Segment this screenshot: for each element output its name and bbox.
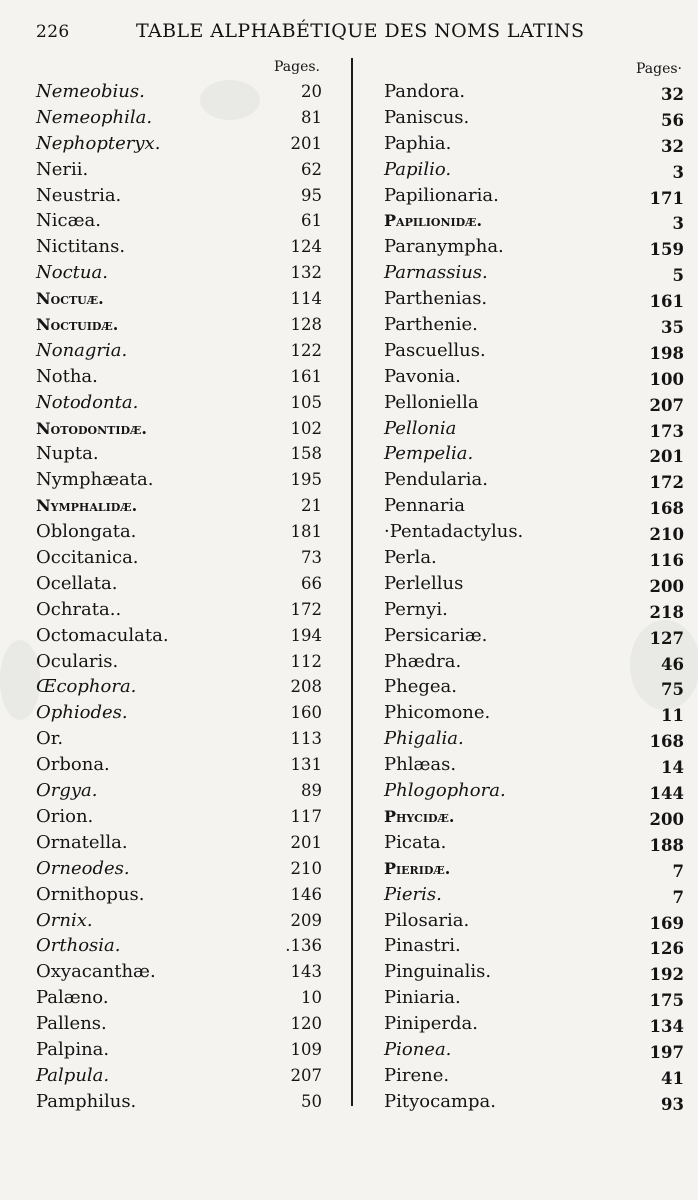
entry-name: Pityocampa. [384,1090,496,1112]
entry-name: Pieris. [384,883,442,905]
entry-page: 132 [290,263,322,283]
index-entry [384,959,684,985]
entry-name: Paniscus. [384,106,470,128]
entry-page: 11 [661,706,684,726]
index-entry [384,726,684,752]
pages-heading [36,57,322,79]
entry-page: 114 [290,289,322,309]
index-entry [384,364,684,390]
entry-name: Notodonta. [36,391,139,413]
entry-name: Noctua. [36,262,108,284]
entry-list [384,79,684,1115]
entry-name: Ornatella. [36,831,128,853]
index-entry [384,778,684,804]
entry-name: Nephopteryx. [36,132,161,154]
index-entry [36,1089,322,1115]
entry-name: Perlellus [384,572,464,594]
entry-name: Orgya. [36,780,98,802]
entry-name: Pascuellus. [384,339,486,361]
index-entry [384,649,684,675]
entry-page: 210 [290,858,322,878]
index-entry [36,493,322,519]
entry-page: 201 [649,447,684,467]
entry-name: Perla. [384,547,437,569]
index-entry [384,882,684,908]
paper-stain [0,640,40,720]
entry-name: Pavonia. [384,365,461,387]
entry-page: 66 [301,573,322,593]
entry-page: 131 [290,755,322,775]
entry-page: 116 [649,551,684,571]
entry-name: Ochrata.. [36,598,122,620]
index-entry [36,674,322,700]
entry-page: 192 [649,965,684,985]
entry-name: Nemeobius. [36,81,145,102]
entry-page: 20 [301,82,322,101]
index-entry [384,441,684,467]
entry-page: 161 [649,292,684,312]
entry-page: 21 [301,496,322,516]
index-entry [36,1063,322,1089]
entry-name: Or. [36,728,64,750]
entry-page: 122 [290,340,322,360]
column-divider [351,58,353,1106]
entry-name: Pionea. [384,1038,452,1060]
index-entry [36,183,322,209]
entry-page: 200 [649,809,684,829]
entry-page: 56 [661,110,684,130]
entry-name: Nonagria. [36,339,128,361]
entry-name: Pernyi. [384,598,448,620]
index-entry [36,338,322,364]
entry-page: 168 [649,499,684,519]
entry-page: 93 [661,1094,684,1114]
index-entry [384,338,684,364]
index-entry [384,597,684,623]
entry-name: Palpula. [36,1064,110,1086]
index-entry [384,752,684,778]
entry-name: Phlæas. [384,754,457,776]
index-entry [384,623,684,649]
entry-page: 120 [290,1014,322,1034]
entry-page: 102 [290,418,322,438]
index-entry [36,79,322,105]
index-entry [384,908,684,934]
entry-name: Pennaria [384,495,465,517]
entry-name: Oxyacanthæ. [36,961,156,983]
entry-page: 200 [649,576,684,596]
index-entry [36,882,322,908]
index-entry [36,390,322,416]
index-entry [384,985,684,1011]
entry-page: 32 [661,136,684,156]
entry-list [36,79,322,1115]
entry-page: 160 [290,703,322,723]
entry-name: Orthosia. [36,935,121,957]
entry-name: Oblongata. [36,521,137,543]
index-entry [384,804,684,830]
entry-name: Papilionidæ. [384,211,483,231]
pages-label: Pages. [273,59,320,75]
index-entry [36,364,322,390]
entry-name: Piniaria. [384,987,461,1009]
index-entry [36,908,322,934]
entry-name: Parthenias. [384,288,488,310]
index-entry [36,985,322,1011]
entry-name: Pinguinalis. [384,961,492,983]
entry-name: Pellonia [384,417,457,439]
index-entry [384,1063,684,1089]
entry-name: Parnassius. [384,262,488,284]
entry-page: 7 [672,887,684,907]
entry-name: Ophiodes. [36,702,128,724]
index-entry [384,286,684,312]
entry-page: 73 [301,548,322,568]
entry-name: Ornix. [36,909,93,931]
index-entry [36,545,322,571]
entry-name: Octomaculata. [36,624,169,646]
entry-page: 5 [672,266,684,286]
entry-page: 146 [290,884,322,904]
index-entry [384,312,684,338]
entry-name: Nemeophila. [36,106,153,128]
entry-name: Orneodes. [36,857,130,879]
entry-name: Nymphalidæ. [36,496,138,516]
index-entry [36,830,322,856]
index-entry [36,649,322,675]
entry-name: ·Pentadactylus. [384,521,524,543]
entry-page: 175 [649,991,684,1011]
entry-name: Pendularia. [384,469,488,491]
index-entry [36,1037,322,1063]
index-entry [36,441,322,467]
entry-page: 89 [301,781,322,801]
entry-name: Pinastri. [384,935,461,957]
entry-page: 188 [649,835,684,855]
index-entry [36,519,322,545]
entry-page: 3 [672,214,684,234]
entry-page: 124 [290,237,322,257]
index-entry [36,623,322,649]
index-entry [384,519,684,545]
entry-page: 195 [290,470,322,490]
entry-page: 41 [661,1068,684,1088]
page-number: 226 [36,22,70,42]
index-entry [36,804,322,830]
entry-page: 113 [290,729,322,749]
entry-name: Pirene. [384,1064,450,1086]
entry-name: Phigalia. [384,728,464,750]
entry-page: 127 [649,628,684,648]
entry-page: 32 [661,85,684,104]
entry-page: 81 [301,107,322,127]
entry-name: Orbona. [36,754,110,776]
entry-page: 105 [290,392,322,412]
index-entry [36,286,322,312]
entry-name: Orion. [36,805,94,827]
index-entry [384,830,684,856]
entry-name: Nupta. [36,443,99,465]
entry-name: Phædra. [384,650,462,672]
entry-name: Pieridæ. [384,858,451,878]
entry-page: 209 [290,910,322,930]
entry-page: 50 [301,1091,322,1111]
entry-name: Pandora. [384,81,466,102]
index-entry [36,933,322,959]
entry-name: Œcophora. [36,676,137,698]
index-entry [384,933,684,959]
entry-page: 100 [649,369,684,389]
index-entry [36,208,322,234]
entry-name: Ocularis. [36,650,119,672]
entry-page: 172 [649,473,684,493]
entry-name: Ornithopus. [36,883,145,905]
entry-name: Paphia. [384,132,452,154]
index-entry [384,131,684,157]
index-entry [36,856,322,882]
index-entry [384,105,684,131]
entry-name: Papilio. [384,158,452,180]
index-entry [384,856,684,882]
entry-page: 134 [649,1017,684,1037]
index-entry [384,493,684,519]
index-entry [384,79,684,105]
index-entry [36,597,322,623]
index-entry [384,1011,684,1037]
entry-page: 95 [301,185,322,205]
entry-page: 201 [290,133,322,153]
entry-page: 171 [649,188,684,208]
entry-name: Phycidæ. [384,806,455,826]
entry-name: Parthenie. [384,314,478,336]
entry-name: Nerii. [36,158,89,180]
entry-page: 207 [290,1065,322,1085]
entry-name: Noctuæ. [36,289,104,309]
index-entry [36,752,322,778]
index-entry [384,700,684,726]
entry-name: Palpina. [36,1038,110,1060]
entry-name: Persicariæ. [384,624,488,646]
index-entry [36,416,322,442]
entry-page: 181 [290,522,322,542]
index-entry [384,260,684,286]
entry-name: Phicomone. [384,702,491,724]
entry-page: 112 [290,651,322,671]
index-entry [384,390,684,416]
index-entry [36,959,322,985]
entry-page: 109 [290,1039,322,1059]
index-entry [36,778,322,804]
entry-name: Notha. [36,365,98,387]
entry-name: Picata. [384,831,447,853]
index-entry [384,467,684,493]
entry-page: 173 [649,421,684,441]
entry-page: 168 [649,732,684,752]
index-entry [384,571,684,597]
index-entry [36,700,322,726]
entry-page: 126 [649,939,684,959]
entry-page: 61 [301,211,322,231]
entry-page: 7 [672,861,684,881]
pages-label: Pages· [635,61,682,77]
entry-name: Pallens. [36,1013,107,1035]
entry-name: Pilosaria. [384,909,470,931]
index-entry [384,183,684,209]
entry-name: Occitanica. [36,547,139,569]
index-entry [384,416,684,442]
entry-page: 207 [649,395,684,415]
entry-name: Pelloniella [384,391,479,413]
entry-name: Neustria. [36,184,122,206]
index-entry [384,674,684,700]
entry-page: 75 [661,680,684,700]
entry-page: 208 [290,677,322,697]
index-entry [384,545,684,571]
entry-name: Pempelia. [384,443,474,465]
entry-name: Papilionaria. [384,184,499,206]
entry-page: 161 [290,366,322,386]
entry-page: 197 [649,1042,684,1062]
entry-page: 210 [649,525,684,545]
entry-page: 194 [290,625,322,645]
index-entry [36,726,322,752]
index-entry [36,260,322,286]
left-column [36,57,322,1115]
index-entry [384,157,684,183]
entry-name: Nymphæata. [36,469,154,491]
entry-name: Piniperda. [384,1013,478,1035]
entry-page: 14 [661,758,684,778]
index-entry [384,1037,684,1063]
index-entry [36,234,322,260]
index-entry [36,312,322,338]
entry-name: Pamphilus. [36,1090,137,1112]
index-entry [36,1011,322,1037]
index-entry [384,234,684,260]
pages-heading [384,57,682,79]
index-entry [36,467,322,493]
entry-page: 144 [649,784,684,804]
index-entry [36,131,322,157]
index-entry [384,1089,684,1115]
entry-name: Nictitans. [36,236,126,258]
entry-name: Ocellata. [36,572,118,594]
entry-page: 46 [661,654,684,674]
entry-name: Palæno. [36,987,109,1009]
entry-page: 117 [290,806,322,826]
index-entry [36,157,322,183]
entry-page: 198 [649,343,684,363]
entry-name: Phlogophora. [384,780,506,802]
index-entry [36,571,322,597]
entry-page: 62 [301,159,322,179]
entry-page: 3 [672,162,684,182]
entry-page: 159 [649,240,684,260]
index-entry [36,105,322,131]
entry-page: .136 [285,936,322,956]
entry-page: 172 [290,599,322,619]
entry-name: Notodontidæ. [36,418,147,438]
entry-name: Paranympha. [384,236,504,258]
entry-page: 35 [661,318,684,338]
entry-name: Phegea. [384,676,457,698]
entry-page: 201 [290,832,322,852]
entry-name: Nicæa. [36,210,101,232]
entry-page: 10 [301,988,322,1008]
entry-page: 218 [649,602,684,622]
entry-page: 143 [290,962,322,982]
entry-page: 158 [290,444,322,464]
entry-name: Noctuidæ. [36,315,119,335]
page-title: TABLE ALPHABÉTIQUE DES NOMS LATINS [136,20,585,42]
page-header [36,20,666,46]
entry-page: 169 [649,913,684,933]
entry-page: 128 [290,315,322,335]
index-entry [384,208,684,234]
right-column [384,57,684,1115]
